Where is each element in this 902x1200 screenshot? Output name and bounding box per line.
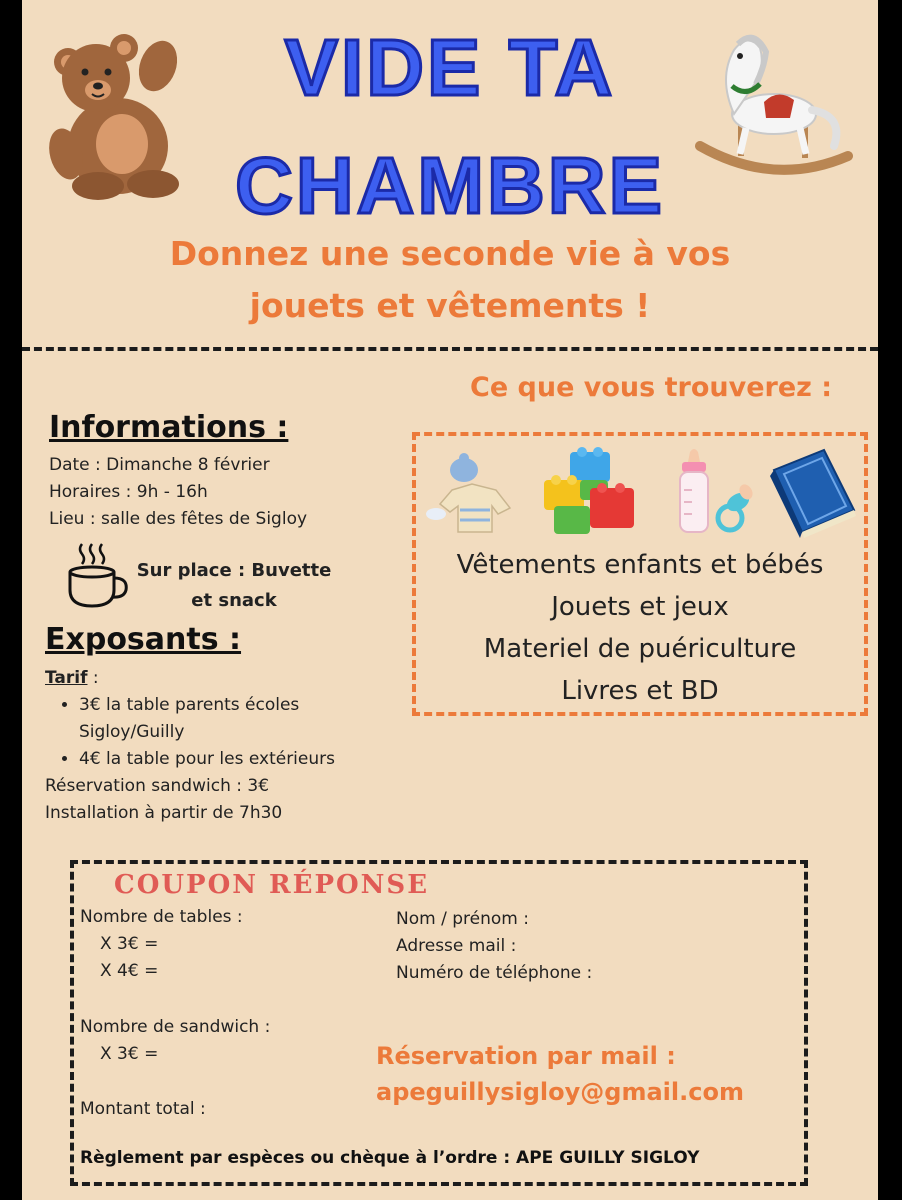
coffee-cup-icon [64,540,130,610]
title-line-1: VIDE TA [284,23,616,112]
tables-label: Nombre de tables : [80,907,243,927]
baby-bottle-icon [672,446,758,538]
payment-info: Règlement par espèces ou chèque à l’ordre : APE GUILLY SIGLOY [80,1148,700,1168]
total-label: Montant total : [80,1099,206,1119]
informations-block [49,452,307,533]
tables-block [80,904,243,985]
installation-time: Installation à partir de 7h30 [45,803,283,823]
reservation-email[interactable]: apeguillysigloy@gmail.com [376,1078,744,1106]
title-line-2: CHAMBRE [235,141,665,230]
tables-4-line: X 4€ = [100,961,159,981]
sandwich-reservation: Réservation sandwich : 3€ [45,776,270,796]
subtitle-line-1: Donnez une seconde vie à vos [169,234,731,273]
exposants-heading: Exposants : [45,622,242,657]
tarif-line [45,665,375,692]
find-box [412,432,868,716]
tarif-label: Tarif [45,668,88,688]
reservation-block [376,1038,744,1110]
coupon-title: COUPON RÉPONSE [114,870,430,900]
email-label: Adresse mail : [396,936,517,956]
section-divider [22,347,878,351]
exposants-block [45,665,375,827]
onsite-line-2: et snack [191,590,277,611]
info-place: Lieu : salle des fêtes de Sigloy [49,509,308,529]
info-hours: Horaires : 9h - 16h [49,482,208,502]
find-list [416,544,864,712]
sandwich-block [80,1014,270,1068]
building-blocks-icon [540,446,642,538]
flyer-page [22,0,878,1200]
tables-3-line: X 3€ = [100,934,159,954]
subtitle-line-2: jouets et vêtements ! [249,286,651,325]
rate-item: • 4€ la table pour les extérieurs [79,746,375,773]
baby-clothes-icon [424,450,518,540]
rate-item: • 3€ la table parents écoles Sigloy/Guilly [79,692,375,746]
find-item: Vêtements enfants et bébés [456,550,824,580]
find-heading: Ce que vous trouverez : [470,372,833,403]
contact-block [396,906,592,987]
reservation-label: Réservation par mail : [376,1042,676,1070]
find-item: Livres et BD [561,676,719,706]
onsite-info [134,556,334,616]
book-icon [766,446,860,538]
find-item: Jouets et jeux [551,592,729,622]
find-item: Materiel de puériculture [483,634,797,664]
info-date: Date : Dimanche 8 février [49,455,270,475]
informations-heading: Informations : [49,410,289,445]
tarif-suffix: : [87,668,99,688]
coupon-box [70,860,808,1186]
onsite-line-1: Sur place : Buvette [136,560,332,581]
sandwich-label: Nombre de sandwich : [80,1017,271,1037]
name-label: Nom / prénom : [396,909,529,929]
rates-list [45,692,375,773]
phone-label: Numéro de téléphone : [396,963,593,983]
subtitle [22,228,878,332]
sandwich-3-line: X 3€ = [100,1044,159,1064]
